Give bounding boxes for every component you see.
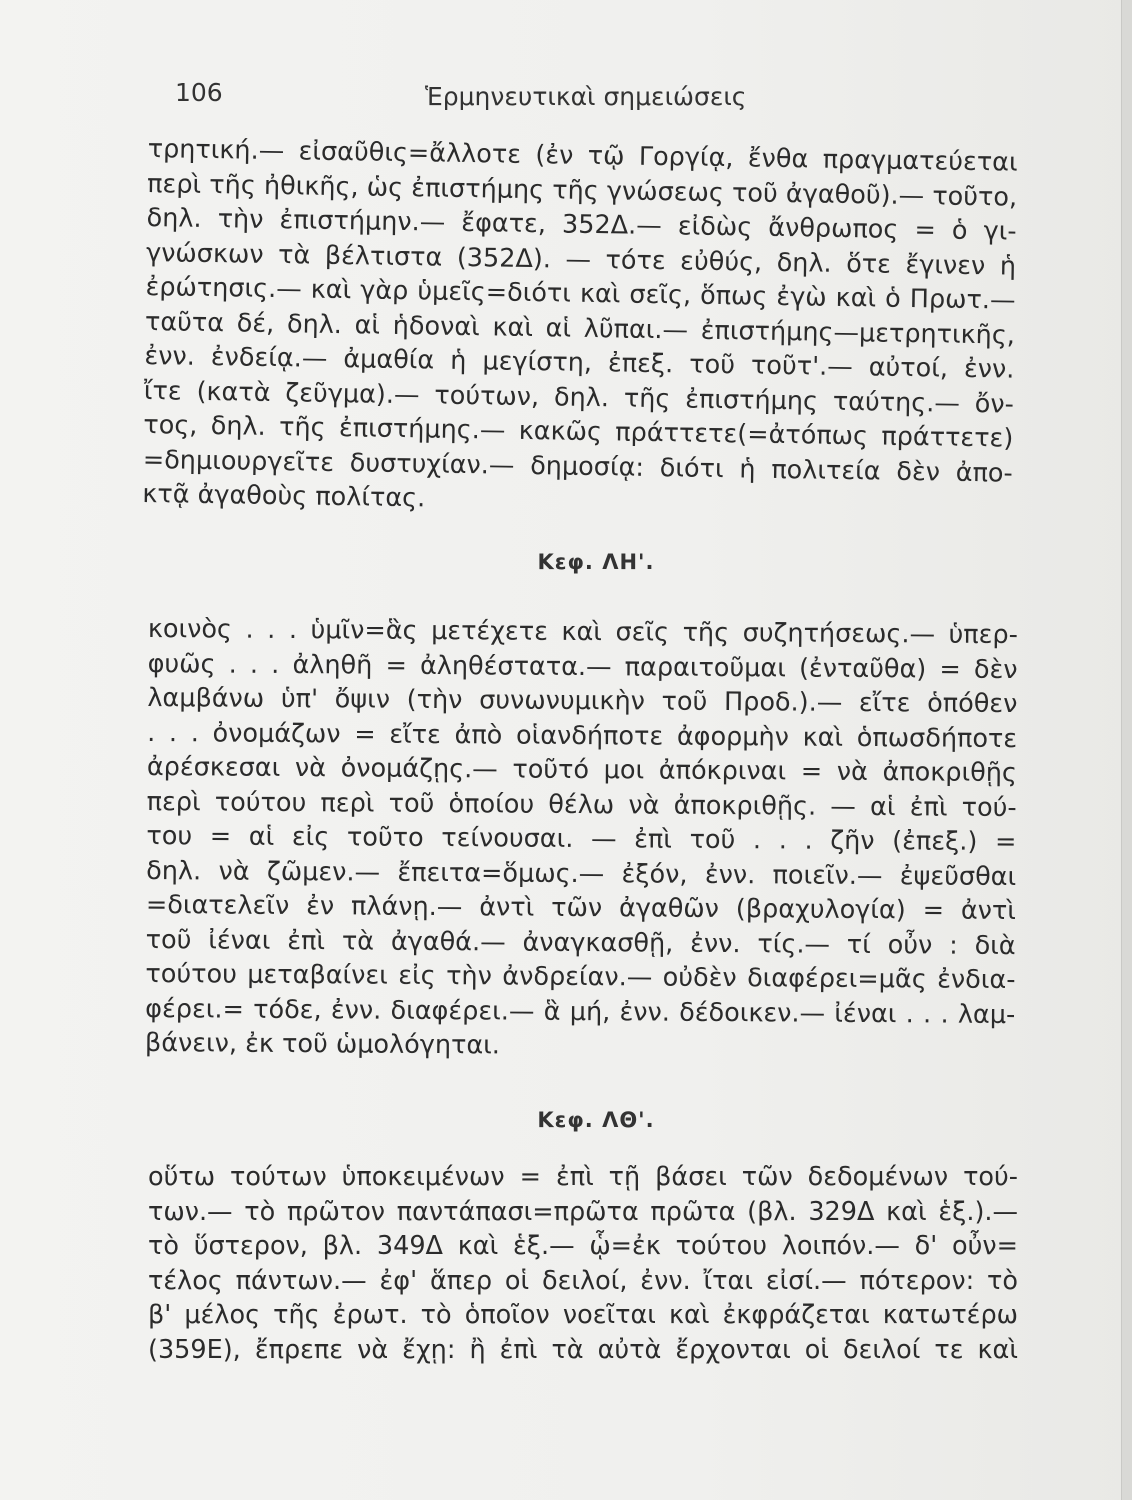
text-line: οὕτω τούτων ὑποκειμένων = ἐπὶ τῇ βάσει τῶν δεδομένων τού- bbox=[148, 1162, 1018, 1192]
chapter-heading-39: Κεφ. ΛΘ'. bbox=[537, 1108, 655, 1132]
text-line: γνώσκων τὰ βέλτιστα (352Δ). — τότε εὐθύς, δηλ. ὅτε ἔγινεν ἡ bbox=[145, 237, 1017, 282]
text-line: τούτου μεταβαίνει εἰς τὴν ἀνδρείαν.— οὐδὲν διαφέρει=μᾶς ἐνδια- bbox=[145, 958, 1016, 996]
text-line: λαμβάνω ὑπ' ὄψιν (τὴν συνωνυμικὴν τοῦ Προδ.).— εἴτε ὁπόθεν bbox=[147, 682, 1018, 720]
text-line: ταῦτα δέ, δηλ. αἱ ἡδοναὶ καὶ αἱ λῦπαι.— ἐπιστήμης—μετρητικῆς, bbox=[144, 306, 1016, 351]
text-line: (359Ε), ἔπρεπε νὰ ἔχῃ: ἢ ἐπὶ τὰ αὐτὰ ἔρχονται οἱ δειλοί τε καὶ bbox=[148, 1334, 1018, 1365]
text-line: δηλ. τὴν ἐπιστήμην.— ἔφατε, 352Δ.— εἰδὼς ἄνθρωπος = ὁ γι- bbox=[146, 202, 1017, 247]
text-line: τέλος πάντων.— ἐφ' ἅπερ οἱ δειλοί, ἐνν. ἴται εἰσί.— πότερον: τὸ bbox=[148, 1265, 1018, 1296]
text-line: τρητική.— εἰσαῦθις=ἄλλοτε (ἐν τῷ Γοργίᾳ, ἔνθα πραγματεύεται bbox=[147, 133, 1018, 178]
page-number: 106 bbox=[175, 78, 223, 107]
text-line: ἐνν. ἐνδείᾳ.— ἀμαθία ἡ μεγίστη, ἐπεξ. τοῦ τοῦτ'.— αὐτοί, ἐνν. bbox=[144, 340, 1015, 385]
text-line: φυῶς . . . ἀληθῆ = ἀληθέστατα.— παραιτοῦμαι (ἐνταῦθα) = δὲν bbox=[147, 648, 1018, 685]
text-line: τὸ ὕστερον, βλ. 349Δ καὶ ἑξ.— ᾧ=ἐκ τούτου λοιπόν.— δ' οὖν= bbox=[148, 1231, 1018, 1261]
text-line: τος, δηλ. τῆς ἐπιστήμης.— κακῶς πράττετε(=ἀτόπως πράττετε) bbox=[143, 409, 1014, 454]
text-line: τοῦ ἰέναι ἐπὶ τὰ ἀγαθά.— ἀναγκασθῇ, ἐνν. τίς.— τί οὖν : διὰ bbox=[145, 924, 1016, 961]
text-line: βάνειν, ἐκ τοῦ ὡμολόγηται. bbox=[144, 1027, 501, 1061]
chapter-heading-38: Κεφ. ΛΗ'. bbox=[537, 550, 655, 574]
text-line: δηλ. νὰ ζῶμεν.— ἔπειτα=ὅμως.— ἐξόν, ἐνν. ποιεῖν.— ἐψεῦσθαι bbox=[146, 855, 1017, 892]
text-line: των.— τὸ πρῶτον παντάπασι=πρῶτα πρῶτα (βλ. 329Δ καὶ ἑξ.).— bbox=[148, 1196, 1018, 1227]
text-line: φέρει.= τόδε, ἐνν. διαφέρει.— ἃ μή, ἐνν. δέδοικεν.— ἰέναι . . . λαμ- bbox=[145, 993, 1016, 1030]
text-line: . . . ὀνομάζων = εἴτε ἀπὸ οἱανδήποτε ἀφορμὴν καὶ ὁπωσδήποτε bbox=[147, 717, 1018, 754]
running-title: Ἑρμηνευτικαὶ σημειώσεις bbox=[425, 82, 747, 111]
text-line: ἐρώτησις.— καὶ γὰρ ὑμεῖς=διότι καὶ σεῖς, ὅπως ἐγὼ καὶ ὁ Πρωτ.— bbox=[145, 271, 1016, 316]
text-line: =διατελεῖν ἐν πλάνῃ.— ἀντὶ τῶν ἀγαθῶν (βραχυλογία) = ἀντὶ bbox=[145, 889, 1017, 927]
text-line: =δημιουργεῖτε δυστυχίαν.— δημοσίᾳ: διότι ἡ πολιτεία δὲν ἀπο- bbox=[142, 444, 1013, 489]
page-edge-shadow bbox=[1121, 0, 1132, 1500]
text-line: κτᾷ ἀγαθοὺς πολίτας. bbox=[142, 478, 426, 514]
text-line: περὶ τῆς ἠθικῆς, ὡς ἐπιστήμης τῆς γνώσεως τοῦ ἀγαθοῦ).— τοῦτο, bbox=[146, 168, 1018, 213]
text-line: του = αἱ εἰς τοῦτο τείνουσαι. — ἐπὶ τοῦ . . . ζῆν (ἐπεξ.) = bbox=[146, 820, 1017, 858]
text-line: ἴτε (κατὰ ζεῦγμα).— τούτων, δηλ. τῆς ἐπιστήμης ταύτης.— ὄν- bbox=[143, 375, 1015, 420]
commentary-block-3 bbox=[148, 1160, 1018, 1367]
commentary-block-2 bbox=[145, 612, 1018, 1067]
text-line: β' μέλος τῆς ἐρωτ. τὸ ὁποῖον νοεῖται καὶ ἐκφράζεται κατωτέρω bbox=[148, 1300, 1018, 1330]
page-header bbox=[175, 78, 1015, 118]
commentary-block-1 bbox=[142, 132, 1018, 525]
text-line: ἀρέσκεσαι νὰ ὀνομάζῃς.— τοῦτό μοι ἀπόκριναι = νὰ ἀποκριθῇς bbox=[146, 751, 1018, 789]
text-line: περὶ τούτου περὶ τοῦ ὁποίου θέλω νὰ ἀποκριθῇς. — αἱ ἐπὶ τού- bbox=[146, 786, 1017, 823]
text-line: κοινὸς . . . ὑμῖν=ἃς μετέχετε καὶ σεῖς τῆς συζητήσεως.— ὑπερ- bbox=[147, 613, 1018, 651]
